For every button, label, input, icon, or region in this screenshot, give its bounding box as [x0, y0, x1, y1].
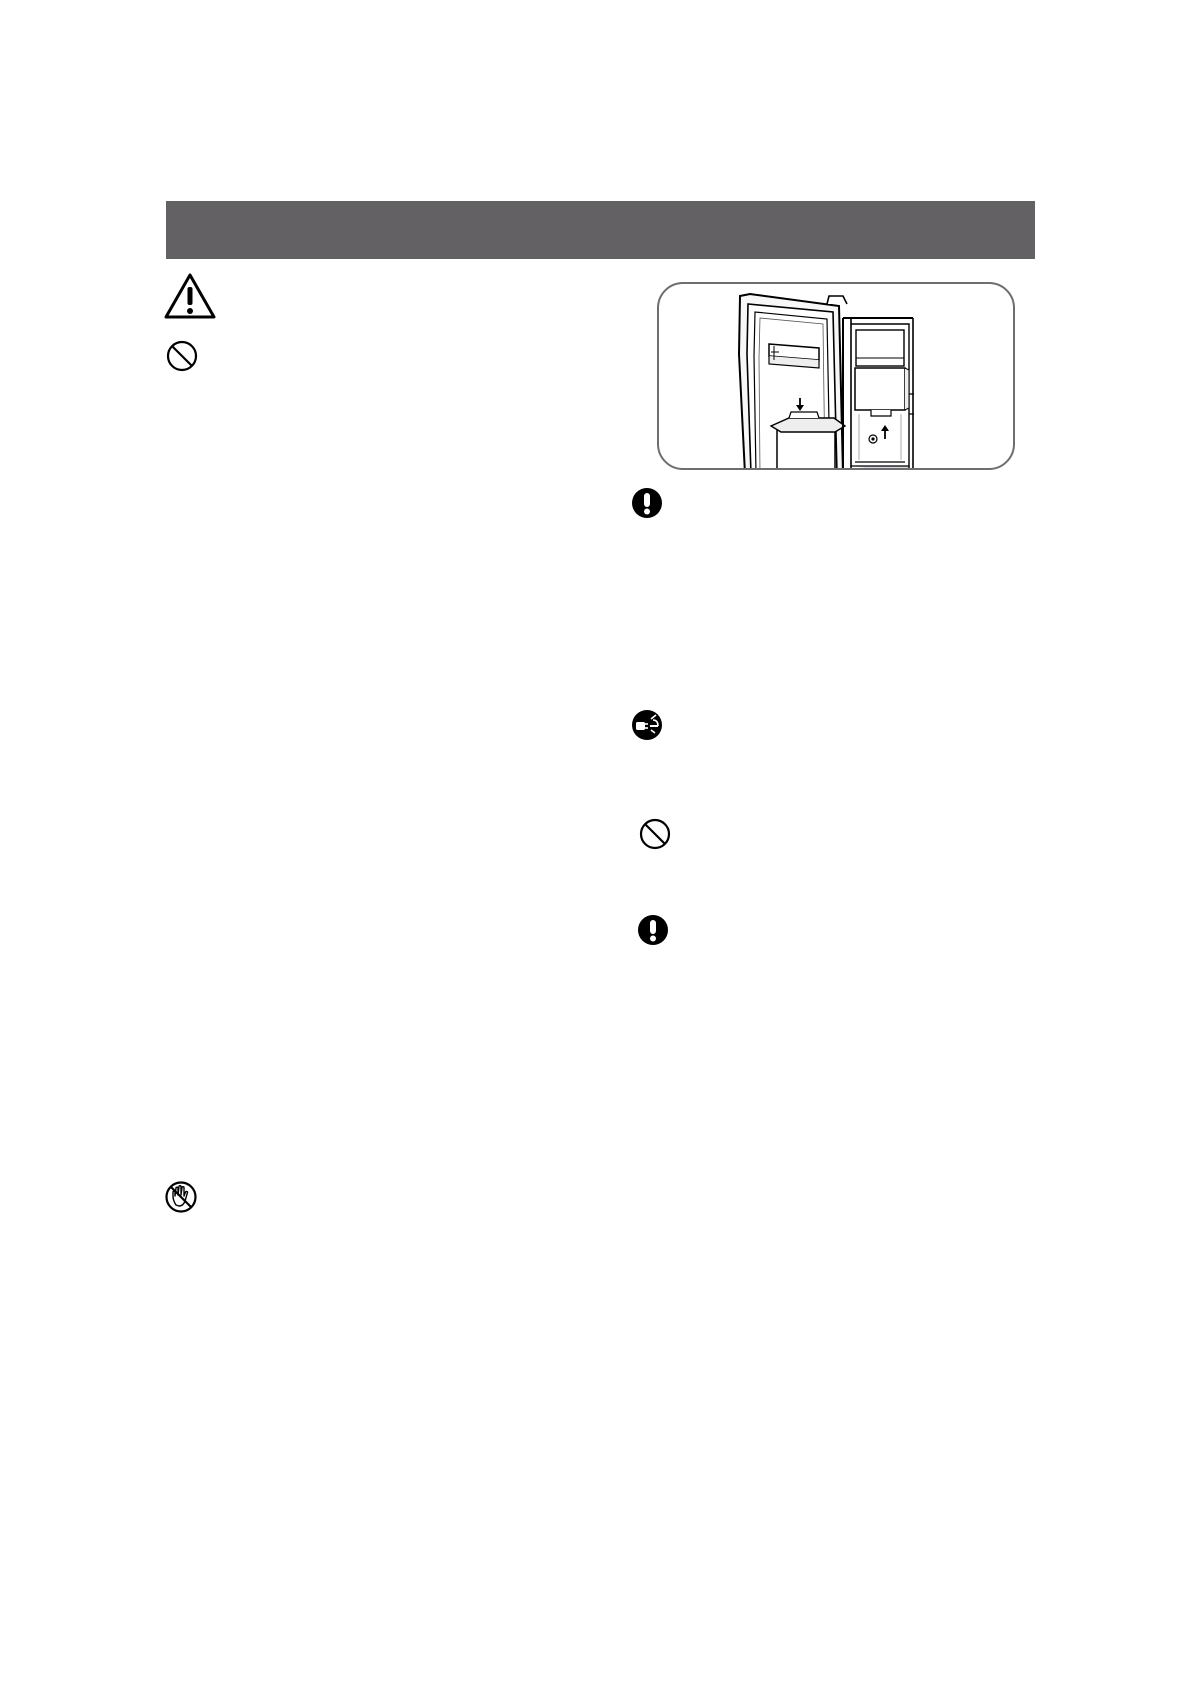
- mandatory-action-icon: [631, 487, 663, 519]
- refrigerator-figure-frame: [657, 282, 1015, 470]
- section-header-bar: [166, 201, 1035, 259]
- warning-triangle-icon: [163, 272, 217, 320]
- unplug-power-icon: [631, 709, 663, 741]
- mandatory-action-icon: [637, 914, 669, 946]
- prohibition-icon: [165, 339, 199, 373]
- refrigerator-open-doors-illustration: [659, 284, 1013, 468]
- do-not-touch-wet-hands-icon: [164, 1180, 198, 1214]
- prohibition-icon: [638, 817, 672, 851]
